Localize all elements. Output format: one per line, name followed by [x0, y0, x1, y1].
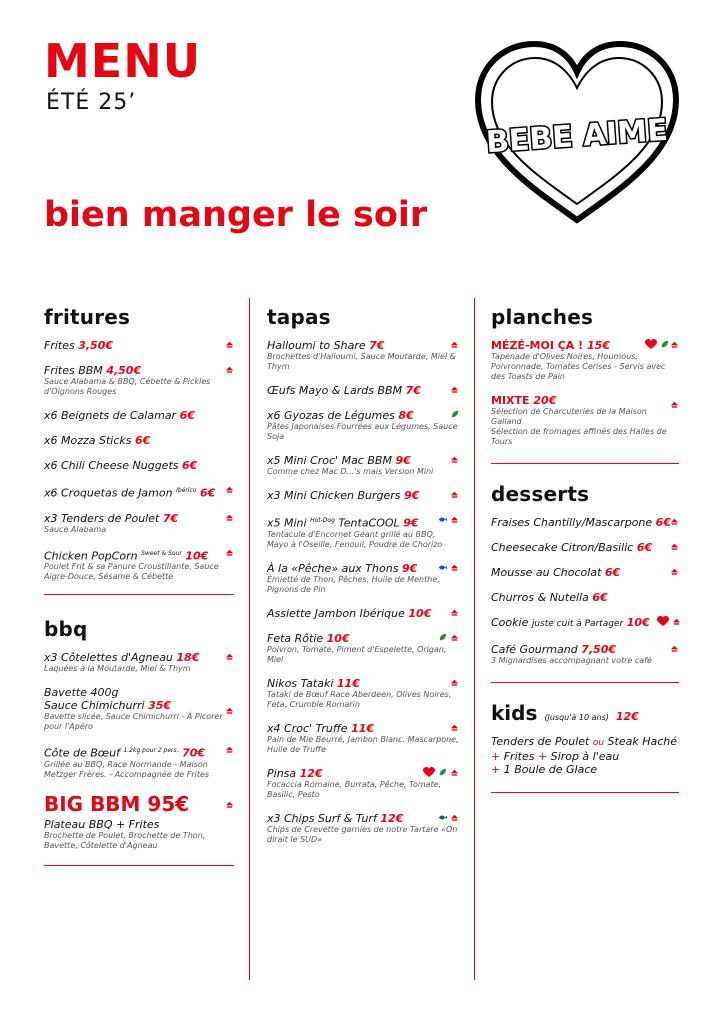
item-name: Churros & Nutella — [491, 591, 589, 604]
item-name: x3 Tenders de Poulet — [44, 511, 160, 525]
list-item — [267, 339, 459, 372]
column-divider — [474, 298, 475, 980]
list-item — [44, 651, 234, 674]
list-item — [267, 409, 459, 442]
item-price: 8€ — [398, 409, 414, 422]
list-item — [267, 722, 459, 755]
meat-icon — [670, 567, 679, 576]
list-item — [44, 547, 234, 583]
item-price: 6€ — [604, 566, 621, 579]
item-price: 18€ — [176, 651, 200, 665]
section-title-kids: kids — [491, 701, 538, 725]
kids-line — [491, 750, 679, 763]
separator — [491, 792, 679, 793]
item-desc: Tataki de Bœuf Race Aberdeen, Olives Noires, Feta, Crumble Romarin — [267, 689, 452, 709]
item-desc: Tentacule d'Encornet Géant grillé au BBQ, Mayo à l'Oseille, Fenouil, Poudre de Chorizo — [267, 529, 443, 549]
kids-line — [491, 735, 679, 750]
meat-icon — [450, 385, 459, 394]
meat-icon — [450, 813, 459, 822]
big-bbm-title: BIG BBM 95€ — [44, 791, 190, 816]
item-desc: Sauce Alabama & BBQ, Cébette & Pickles d'Oignons Rouges — [44, 377, 211, 396]
meat-icon — [670, 517, 679, 526]
meat-icon — [670, 542, 679, 551]
fish-icon — [438, 563, 447, 572]
list-item — [267, 562, 459, 595]
column-left — [44, 305, 234, 888]
item-name: Frites — [44, 339, 75, 352]
meat-icon — [225, 652, 234, 661]
meat-icon — [450, 563, 459, 572]
meat-icon — [670, 644, 679, 653]
item-price: 4,50€ — [106, 364, 142, 377]
item-name: Cheesecake Citron/Basilic — [491, 541, 634, 554]
item-desc: Sélection de fromages affinés des Halles de Tours — [491, 427, 667, 446]
list-item — [491, 516, 679, 529]
item-desc: Poulet Frit & sa Panure Croustillante, Sauce Aigre-Douce, Sésame & Cébette — [44, 562, 219, 582]
item-price: 7€ — [162, 511, 179, 525]
item-name: Frites BBM — [44, 364, 103, 377]
item-name: Pinsa — [267, 766, 297, 780]
meat-icon — [670, 340, 679, 349]
separator — [491, 682, 679, 683]
heart-logo — [472, 38, 682, 228]
plus-sign: + — [537, 750, 548, 763]
meat-icon — [450, 678, 459, 687]
item-price: 6€ — [135, 434, 151, 447]
fish-icon — [438, 813, 447, 822]
item-price: 11€ — [336, 676, 360, 690]
logo-text: BEBE AIME — [484, 112, 669, 161]
item-name: MÉZÉ-MOI ÇA ! — [491, 339, 584, 352]
item-name: TentaCOOL — [338, 516, 400, 530]
big-bbm-subtitle: Plateau BBQ + Frites — [44, 817, 160, 831]
item-price: 11€ — [351, 721, 375, 735]
item-name: Côte de Bœuf — [44, 746, 120, 760]
leaf-icon — [438, 768, 447, 777]
item-price: 6€ — [181, 459, 198, 472]
item-name: x3 Mini Chicken Burgers — [267, 489, 401, 502]
item-name: x4 Croc' Truffe — [267, 721, 348, 735]
list-item — [267, 384, 459, 397]
item-price: 10€ — [626, 616, 650, 629]
heart-icon — [645, 339, 657, 350]
kids-item: Sirop à l'eau — [550, 750, 620, 763]
list-item — [267, 767, 459, 800]
item-price: 10€ — [408, 606, 432, 620]
item-desc: Focaccia Romaine, Burrata, Pêche, Tomate, Basilic, Pesto — [267, 779, 442, 799]
list-item — [44, 484, 234, 500]
item-desc: Sauce Alabama — [44, 524, 107, 534]
list-item — [267, 489, 459, 502]
meat-icon — [672, 617, 681, 626]
separator — [44, 594, 234, 595]
item-name: Assiette Jambon Ibérique — [267, 606, 405, 620]
meat-icon — [450, 455, 459, 464]
item-price: 20€ — [533, 394, 557, 407]
meat-icon — [450, 490, 459, 499]
menu-title: MENU — [44, 34, 202, 88]
meat-icon — [225, 365, 234, 374]
item-name: x6 Croquetas de Jamon — [44, 486, 173, 500]
item-name: x6 Gyozas de Légumes — [267, 409, 395, 422]
list-item — [267, 677, 459, 710]
heart-icon — [657, 616, 669, 627]
item-note: 1.2kg pour 2 pers. — [123, 747, 179, 755]
item-desc: Pâtes Japonaises Fourrées aux Légumes, Sauce Soja — [267, 422, 458, 441]
list-item — [491, 591, 679, 604]
kids-header — [491, 701, 679, 725]
meat-icon — [225, 706, 234, 715]
list-item — [267, 454, 459, 477]
column-divider — [249, 298, 250, 980]
meat-icon — [450, 633, 459, 642]
item-name: Cookie — [491, 616, 529, 629]
list-item — [267, 514, 459, 550]
tagline: bien manger le soir — [44, 195, 428, 235]
item-name: Sauce Chimichurri — [44, 699, 145, 713]
list-item — [44, 364, 234, 397]
list-item — [267, 632, 459, 665]
list-item — [44, 459, 234, 472]
fish-icon — [438, 515, 447, 524]
meat-icon — [225, 340, 234, 349]
list-item — [44, 512, 234, 535]
item-price: 12€ — [299, 766, 323, 780]
list-item — [44, 686, 234, 732]
item-name: x3 Côtelettes d'Agneau — [44, 651, 173, 665]
item-desc: Tapenade d'Olives Noires, Houmous, Poivronnade, Tomates Cerises - Servis avec des Toasts de Pain — [491, 352, 666, 381]
list-item — [491, 566, 679, 579]
section-title-planches: planches — [491, 305, 594, 329]
plus-sign: + — [491, 750, 501, 763]
item-price: 6€ — [199, 486, 216, 500]
list-item — [491, 616, 679, 631]
column-middle — [267, 305, 459, 857]
item-price: 10€ — [185, 549, 209, 563]
list-item — [491, 339, 679, 382]
item-name: Chicken PopCorn — [44, 549, 138, 563]
meat-icon — [450, 515, 459, 524]
item-name: Halloumi to Share — [267, 339, 366, 352]
meat-icon — [225, 800, 234, 809]
item-desc: Brochettes d'Halloumi, Sauce Moutarde, Miel & Thym — [267, 352, 456, 371]
kids-item: Frites — [503, 750, 535, 763]
item-price: 12€ — [380, 811, 404, 825]
item-price: 6€ — [592, 591, 608, 604]
kids-item: Steak Haché — [607, 735, 678, 748]
item-price: 7€ — [405, 384, 421, 397]
list-item — [491, 541, 679, 554]
big-bbm-block — [44, 792, 234, 851]
kids-item: 1 Boule de Glace — [503, 763, 598, 776]
section-title-desserts: desserts — [491, 482, 590, 506]
list-item — [44, 744, 234, 780]
item-name: x6 Mozza Sticks — [44, 434, 132, 447]
item-price: 70€ — [182, 746, 206, 760]
item-name: Nikos Tataki — [267, 676, 334, 690]
item-note: Ibérico — [176, 487, 197, 494]
leaf-icon — [438, 633, 447, 642]
meat-icon — [225, 548, 234, 557]
separator — [491, 463, 679, 464]
item-price: 35€ — [148, 699, 172, 713]
item-name: MIXTE — [491, 394, 530, 407]
column-right — [491, 305, 679, 793]
item-name: x3 Chips Surf & Turf — [267, 811, 377, 825]
item-price: 15€ — [587, 339, 610, 352]
item-note: Sweet & Sour — [141, 549, 182, 557]
item-name: Œufs Mayo & Lards BBM — [267, 384, 403, 397]
item-name: Feta Rôtie — [267, 631, 324, 645]
meat-icon — [670, 400, 679, 409]
item-price: 12€ — [615, 710, 639, 723]
list-item — [44, 409, 234, 422]
item-desc: Bavette slicée, Sauce Chimichurri - À Picorer pour l'Apéro — [44, 712, 223, 732]
section-title-bbq: bbq — [44, 617, 88, 642]
meat-icon — [225, 513, 234, 522]
list-item — [267, 812, 459, 845]
item-desc: Pain de Mie Beurré, Jambon Blanc, Mascarpone, Huile de Truffe — [267, 734, 459, 754]
kids-line — [491, 763, 679, 776]
meat-icon — [450, 608, 459, 617]
meat-icon — [225, 485, 234, 494]
item-name: Café Gourmand — [491, 643, 578, 656]
item-desc: Brochette de Poulet, Brochette de Thon, Bavette, Côtelette d'Agneau — [44, 830, 206, 850]
list-item — [267, 607, 459, 620]
leaf-icon — [450, 410, 459, 419]
item-price: 7€ — [369, 339, 385, 352]
item-name: x5 Mini Croc' Mac BBM — [267, 454, 392, 467]
item-name: Mousse au Chocolat — [491, 566, 602, 579]
item-price: 9€ — [401, 561, 418, 575]
item-price: 9€ — [403, 516, 419, 530]
list-item — [491, 394, 679, 447]
meat-icon — [450, 768, 459, 777]
kids-or: ou — [592, 738, 605, 748]
item-price: 7,50€ — [581, 643, 617, 656]
item-desc: Comme chez Mac D...'s mais Version Mini — [267, 467, 434, 476]
item-desc: 3 Mignardises accompagnant votre café — [491, 656, 652, 665]
item-price: 6€ — [179, 409, 195, 422]
item-name: Fraises Chantilly/Mascarpone — [491, 516, 653, 529]
item-name: Bavette 400g — [44, 686, 119, 700]
heart-icon — [423, 767, 435, 778]
item-price: 10€ — [326, 631, 350, 645]
item-desc: Chips de Crevette garnies de notre Tartare «On dirait le SUD» — [267, 824, 458, 844]
list-item — [44, 434, 234, 447]
leaf-icon — [660, 340, 669, 349]
kids-item: Tenders de Poulet — [491, 735, 590, 748]
item-price: 3,50€ — [78, 339, 114, 352]
item-price: 9€ — [403, 489, 420, 502]
item-note: juste cuit à Partager — [531, 619, 624, 629]
item-desc: Laquées à la Moutarde, Miel & Thym — [44, 664, 191, 674]
item-price: 6€ — [655, 516, 671, 529]
item-desc: Poivron, Tomate, Piment d'Espelette, Origan, Miel — [267, 644, 447, 664]
meat-icon — [450, 723, 459, 732]
item-price: 9€ — [395, 454, 411, 467]
item-price: 6€ — [636, 541, 653, 554]
kids-note: (Jusqu'à 10 ans) — [544, 713, 609, 722]
item-desc: Grillée au BBQ, Race Normande - Maison Metzger Frères. - Accompagnée de Frites — [44, 759, 210, 779]
section-title-fritures: fritures — [44, 305, 131, 329]
item-name: À la «Pêche» aux Thons — [267, 561, 399, 575]
item-name: x6 Beignets de Calamar — [44, 409, 177, 422]
meat-icon — [450, 340, 459, 349]
item-desc: Sélection de Charcuteries de la Maison Galland — [491, 407, 647, 426]
meat-icon — [225, 745, 234, 754]
separator — [44, 865, 234, 866]
plus-sign: + — [491, 763, 501, 776]
list-item — [491, 643, 679, 666]
item-note: Hot-Dog — [310, 517, 335, 524]
item-desc: Émietté de Thon, Pêches, Huile de Menthe, Pignons de Pin — [267, 574, 440, 594]
item-name: x6 Chili Cheese Nuggets — [44, 459, 179, 472]
item-name: x5 Mini — [267, 516, 307, 530]
section-title-tapas: tapas — [267, 305, 331, 329]
season-label: ÉTÉ 25’ — [46, 90, 137, 115]
list-item — [44, 339, 234, 352]
